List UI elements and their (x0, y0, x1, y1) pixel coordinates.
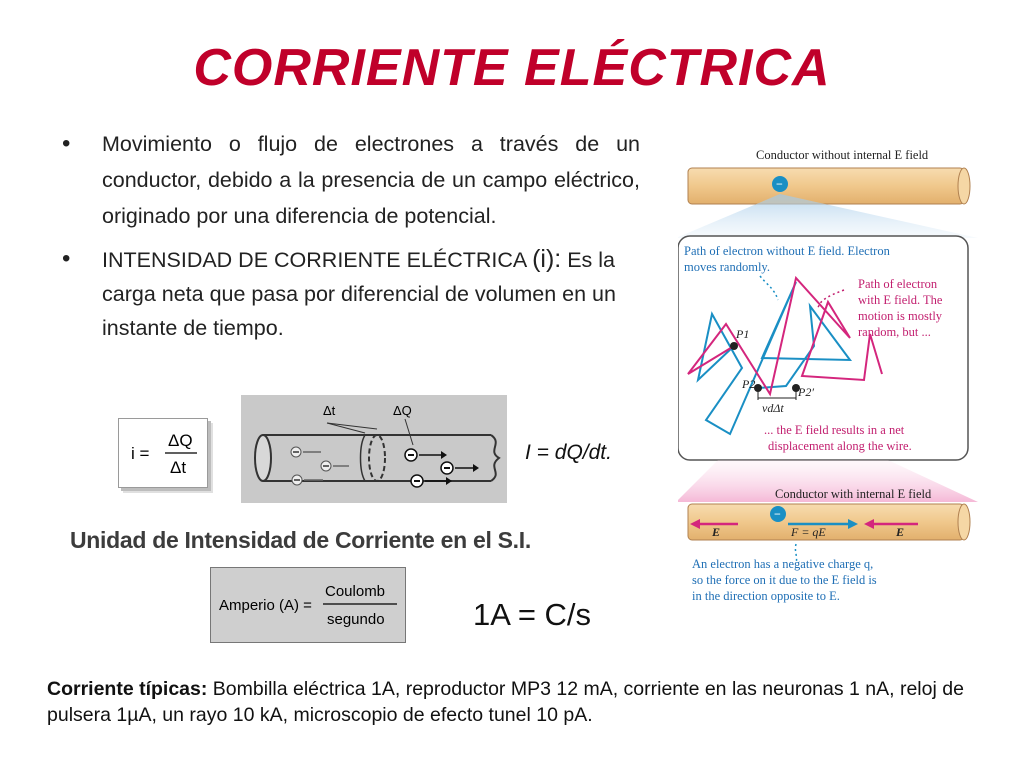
wire-charge-photo (241, 395, 507, 503)
bullet-item (62, 242, 622, 345)
typical-currents-text (47, 676, 987, 728)
ampere-definition-card (210, 567, 406, 643)
bottom-caption-line3: in the direction opposite to E. (692, 589, 840, 603)
current-symbol: (i): (532, 245, 562, 273)
bottom-caption-line2: so the force on it due to the E field is (692, 573, 877, 587)
electron-drift-diagram (678, 138, 978, 608)
force-label: F = qE (791, 525, 826, 539)
electron-drift-figure (678, 138, 978, 608)
side-caption-line1: Path of electron (858, 277, 938, 291)
conductor-top (688, 168, 964, 204)
current-derivative-formula: I = dQ/dt. (525, 441, 612, 464)
ampere-numerator: Coulomb (325, 583, 386, 600)
bullet-icon: • (62, 130, 71, 157)
typical-currents-label: Corriente típicas: (47, 678, 208, 700)
panel-caption-line2: moves randomly. (684, 260, 770, 274)
electron-sign: − (776, 177, 783, 191)
formula-lhs: i = (131, 444, 150, 463)
si-unit-heading: Unidad de Intensidad de Corriente en el S.I. (70, 527, 531, 553)
wire-diagram (241, 395, 507, 503)
ampere-denominator: segundo (327, 611, 385, 628)
bullet-item (62, 126, 640, 234)
bullet-text-intensidad-def: Es la carga neta que pasa por diferencial de volumen en un instante de tiempo. (102, 248, 616, 340)
bullet-list (62, 126, 640, 345)
net-displacement-line2: displacement along the wire. (768, 439, 912, 453)
bottom-caption-line1: An electron has a negative charge q, (692, 557, 874, 571)
field-label-left: E (712, 525, 721, 539)
current-formula-card (118, 418, 208, 488)
ampere-formula (211, 568, 405, 642)
conductor-bottom (688, 504, 964, 540)
net-displacement-line1: ... the E field results in a net (764, 423, 905, 437)
drift-distance-label: vdΔt (762, 401, 784, 415)
figure-bottom-title: Conductor with internal E field (775, 487, 932, 501)
figure-top-title: Conductor without internal E field (756, 148, 929, 162)
ampere-equation: 1A = C/s (473, 597, 592, 632)
field-label-right: E (896, 525, 905, 539)
bullet-text-intensidad-label: INTENSIDAD DE CORRIENTE ELÉCTRICA (102, 248, 533, 272)
side-caption-line3: motion is mostly (858, 309, 943, 323)
formula-denominator: Δt (170, 458, 187, 477)
bullet-text-movimiento: Movimiento o flujo de electrones a través de un conductor, debido a la presencia de un campo eléctrico, originado por una diferencia de potencial. (102, 132, 640, 228)
point-p2-prime-label: P2′ (798, 385, 814, 399)
ampere-lhs: Amperio (A) = (219, 597, 312, 614)
point-p2-label: P2 (742, 377, 756, 391)
wire-dt-label: Δt (323, 403, 336, 418)
side-caption-line4: random, but ... (858, 325, 931, 339)
typical-currents-values: Bombilla eléctrica 1A, reproductor MP3 12 mA, corriente en las neuronas 1 nA, reloj de pulsera 1µA, un rayo 10 kA, microscopio de efecto tunel 10 pA. (47, 678, 964, 726)
panel-caption-line1: Path of electron without E field. Electron (684, 244, 890, 258)
slide-title: CORRIENTE ELÉCTRICA (193, 39, 831, 97)
point-p1-label: P1 (736, 327, 750, 341)
electron-sign: − (774, 507, 781, 521)
bullet-icon: • (62, 245, 71, 272)
formula-numerator: ΔQ (168, 431, 193, 450)
point-p1 (730, 342, 738, 350)
current-formula (119, 419, 207, 487)
wire-dq-label: ΔQ (393, 403, 412, 418)
side-caption-line2: with E field. The (858, 293, 943, 307)
